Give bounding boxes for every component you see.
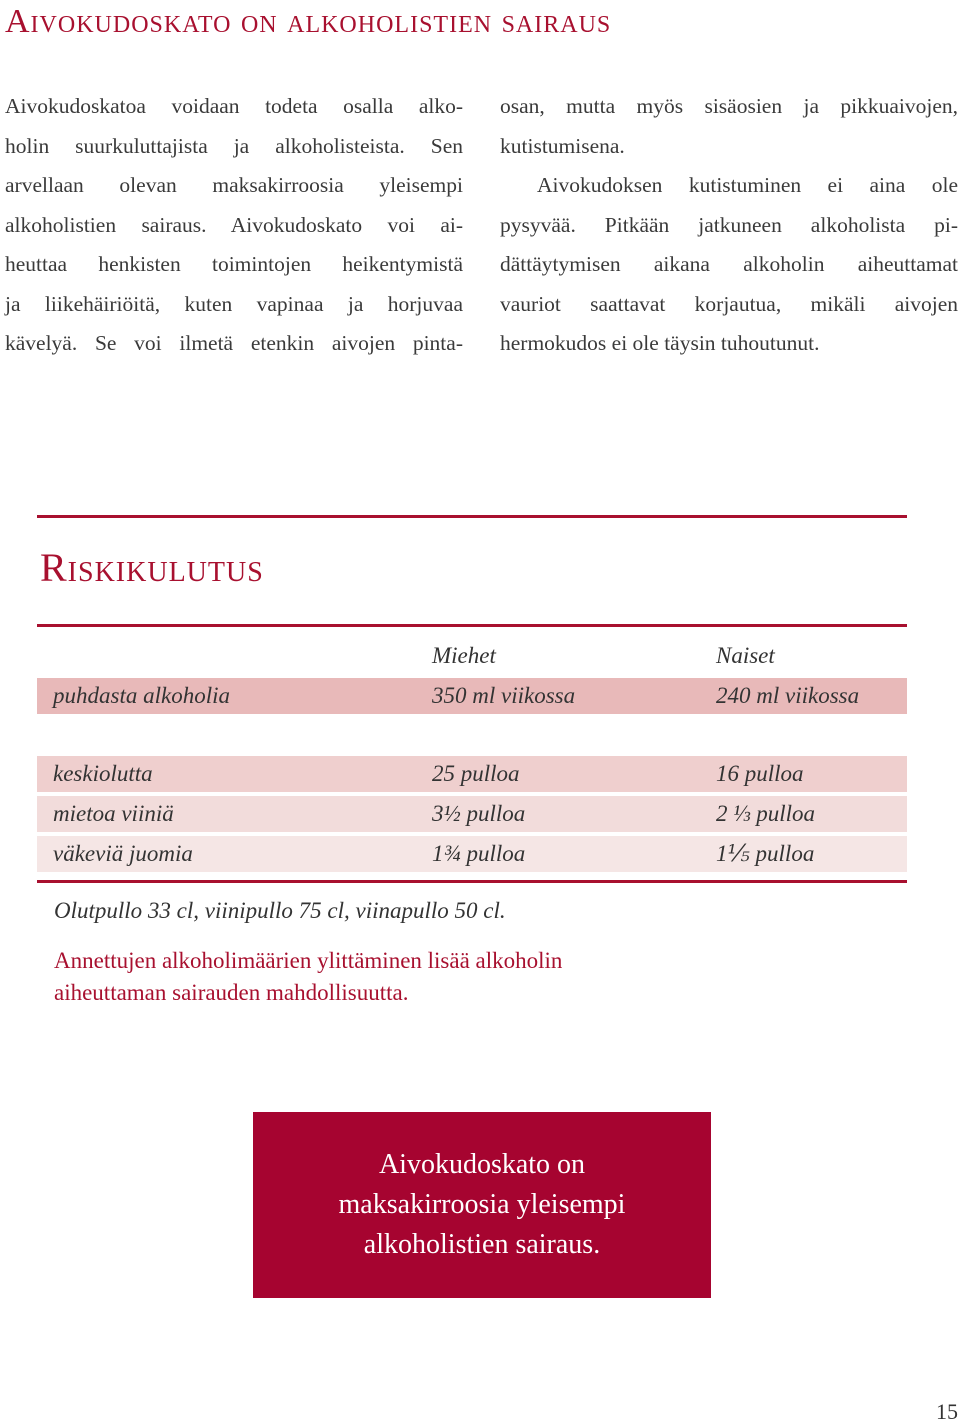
women-value: 2 ⅓ pulloa — [716, 801, 816, 826]
men-value: 350 ml viikossa — [432, 683, 576, 708]
body-line: ja liikehäiriöitä, kuten vapinaa ja horjuvaa — [5, 291, 463, 316]
women-value: 1⅕ pulloa — [716, 841, 815, 866]
women-value: 16 pulloa — [716, 761, 804, 786]
row-label: puhdasta alkoholia — [53, 683, 230, 708]
column-header-women: Naiset — [716, 643, 775, 668]
section-divider — [37, 515, 907, 518]
body-line: heuttaa henkisten toimintojen heikentymistä — [5, 252, 463, 276]
body-line: vauriot saattavat korjautua, mikäli aivojen — [500, 291, 958, 316]
row-label: mietoa viiniä — [53, 801, 174, 826]
table-row — [37, 796, 907, 832]
body-line: kävelyä. Se voi ilmetä etenkin aivojen pinta- — [5, 331, 463, 355]
body-line: hermokudos ei ole täysin tuhoutunut. — [500, 331, 820, 355]
body-line: Aivokudoskatoa voidaan todeta osalla alko- — [5, 94, 463, 118]
body-line: kutistumisena. — [500, 133, 625, 158]
body-line: osan, mutta myös sisäosien ja pikkuaivojen, — [500, 94, 958, 118]
body-line: dättäytymisen aikana alkoholin aiheuttamat — [500, 252, 958, 276]
body-paragraph — [500, 87, 958, 166]
warning-text: Annettujen alkoholimäärien ylittäminen lisää alkoholin aiheuttaman sairauden mahdollisuutta. — [54, 948, 563, 1005]
table-bottom-rule — [37, 880, 907, 883]
body-paragraph — [500, 166, 958, 364]
men-value: 1¾ pulloa — [432, 841, 526, 866]
body-paragraph — [5, 87, 463, 364]
body-line: alkoholistien sairaus. Aivokudoskato voi ai- — [5, 212, 463, 237]
body-column-left — [5, 87, 463, 364]
column-header-men: Miehet — [432, 643, 496, 668]
bottle-sizes-note: Olutpullo 33 cl, viinipullo 75 cl, viinapullo 50 cl. — [54, 898, 506, 923]
men-value: 3½ pulloa — [432, 801, 526, 826]
row-label: väkeviä juomia — [53, 841, 193, 866]
table-row — [37, 678, 907, 714]
table-row — [37, 836, 907, 872]
callout-box — [253, 1112, 711, 1298]
table-top-rule — [37, 624, 907, 627]
callout-text: Aivokudoskato on maksakirroosia yleisempi alkoholistien sairaus. — [338, 1149, 626, 1260]
row-label: keskiolutta — [53, 761, 153, 786]
table-header — [37, 638, 907, 674]
body-line: pysyvää. Pitkään jatkuneen alkoholista pi- — [500, 212, 958, 237]
women-value: 240 ml viikossa — [716, 683, 860, 708]
page-number: 15 — [936, 1399, 958, 1424]
body-line: Aivokudoksen kutistuminen ei aina ole — [537, 173, 958, 197]
body-line: arvellaan olevan maksakirroosia yleisempi — [5, 173, 463, 197]
men-value: 25 pulloa — [432, 761, 520, 786]
table-row — [37, 756, 907, 792]
page-title: Aivokudoskato on alkoholistien sairaus — [5, 3, 612, 40]
section-title: Riskikulutus — [40, 545, 264, 590]
body-line: holin suurkuluttajista ja alkoholisteista. Sen — [5, 133, 463, 158]
body-column-right — [500, 87, 958, 364]
